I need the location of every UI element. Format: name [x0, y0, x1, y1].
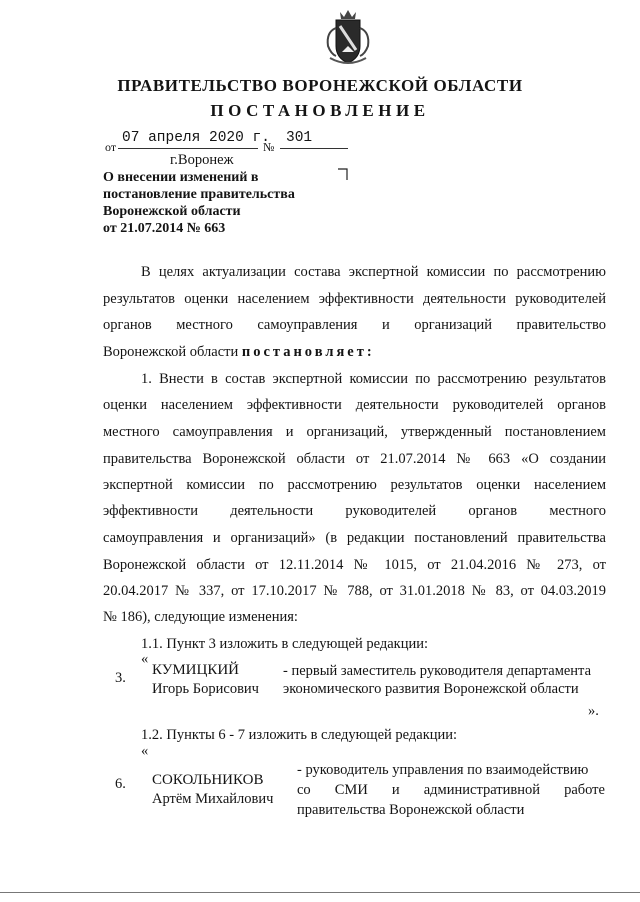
- member-position: экономического развития Воронежской области: [283, 681, 579, 697]
- document-type-title: ПОСТАНОВЛЕНИЕ: [210, 101, 430, 120]
- point1-line: эффективности деятельности руководителей органов местного: [103, 503, 606, 519]
- point1-line: № 186), следующие изменения:: [103, 609, 298, 625]
- point1-line: правительства Воронежской области от 21.07.2014 № 663 «О создании: [103, 451, 606, 467]
- point1-line: местного самоуправления и организаций, утвержденный постановлением: [103, 424, 606, 440]
- decree-number: 301: [286, 130, 313, 146]
- close-quote: ».: [588, 703, 599, 719]
- member-position: со СМИ и административной работе: [297, 782, 605, 798]
- open-quote: «: [141, 651, 149, 667]
- point1-line: оценки населением эффективности деятельности руководителей органов: [103, 397, 606, 413]
- number-label: №: [263, 140, 275, 154]
- point1-line: самоуправления и организаций» (в редакции постановлений правительства: [103, 530, 606, 546]
- number-underline: [280, 148, 348, 149]
- point1-line: Воронежской области от 12.11.2014 № 1015, от 21.04.2016 № 273, от: [103, 557, 606, 573]
- point1-line: экспертной комиссии по рассмотрению результатов оценки населением: [103, 477, 606, 493]
- coat-of-arms-icon: [322, 6, 374, 68]
- date-underline: [118, 148, 258, 149]
- member-surname: КУМИЦКИЙ: [152, 662, 239, 678]
- point1-2-heading: 1.2. Пункты 6 - 7 изложить в следующей редакции:: [141, 727, 458, 743]
- member-position: - первый заместитель руководителя департамента: [283, 663, 592, 679]
- point1-line: 20.04.2017 № 337, от 17.10.2017 № 788, от 31.01.2018 № 83, от 04.03.2019: [103, 583, 606, 599]
- preamble-line: Воронежской области постановляет:: [103, 344, 375, 360]
- city-label: г.Воронеж: [170, 152, 234, 168]
- page-bottom-edge: [0, 892, 640, 893]
- from-label: от: [105, 140, 117, 154]
- government-title: ПРАВИТЕЛЬСТВО ВОРОНЕЖСКОЙ ОБЛАСТИ: [117, 76, 523, 95]
- member-position: - руководитель управления по взаимодействию: [297, 762, 589, 778]
- member-name: Игорь Борисович: [152, 681, 259, 697]
- preamble-line: результатов оценки населением эффективности деятельности руководителей: [103, 291, 606, 307]
- decree-verb: постановляет:: [241, 344, 375, 360]
- member-number: 6.: [115, 776, 126, 792]
- preamble-line: В целях актуализации состава экспертной комиссии по рассмотрению: [141, 264, 606, 280]
- member-name: Артём Михайлович: [152, 791, 274, 807]
- corner-bracket-icon: [337, 168, 349, 182]
- member-surname: СОКОЛЬНИКОВ: [152, 772, 264, 788]
- open-quote: «: [141, 743, 149, 759]
- decree-subject: О внесении изменений в постановление правительства Воронежской области от 21.07.2014 № 663: [103, 170, 295, 236]
- member-position: правительства Воронежской области: [297, 802, 525, 818]
- member-number: 3.: [115, 670, 126, 686]
- point1-line: 1. Внести в состав экспертной комиссии по рассмотрению результатов: [141, 371, 606, 387]
- decree-date: 07 апреля 2020 г.: [122, 130, 270, 146]
- preamble-line: органов местного самоуправления и организаций правительство: [103, 317, 606, 333]
- point1-1-heading: 1.1. Пункт 3 изложить в следующей редакции:: [141, 636, 429, 652]
